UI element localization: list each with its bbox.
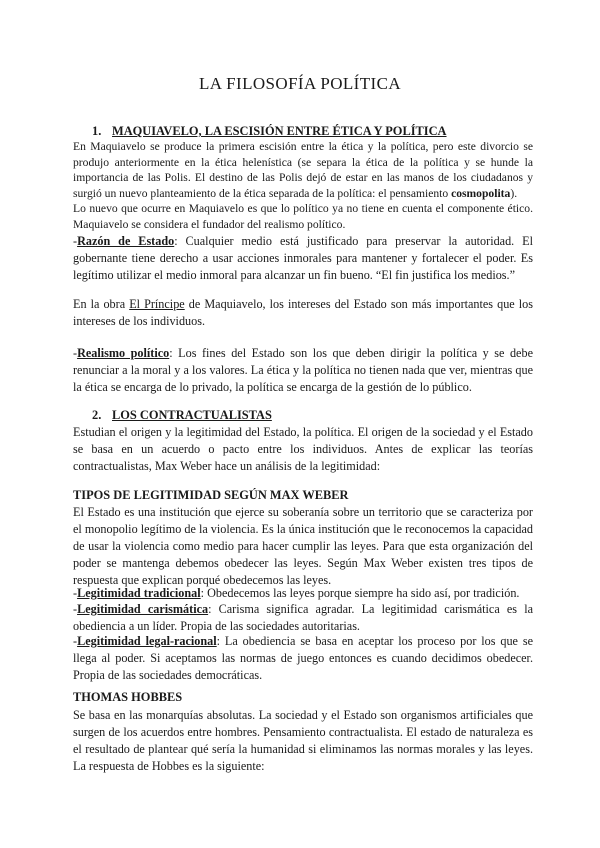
legitimidad-legal-racional-text: : La obediencia se basa en aceptar los proceso por los que se llega al poder. Si aceptamos las normas de juego entonces es cuando decidimos obedecer. Propia de las sociedades democráticas. (73, 634, 533, 682)
section-1-nuevo: Lo nuevo que ocurre en Maquiavelo es que lo político ya no tiene en cuenta el componente ético. Maquiavelo se considera el fundador del realismo político. (73, 202, 533, 231)
el-principe-title: El Príncipe (129, 297, 185, 311)
section-2-heading (92, 408, 272, 423)
legitimidad-tradicional-label: Legitimidad tradicional (77, 586, 201, 600)
legitimidad-tradicional-text: : Obedecemos las leyes porque siempre ha sido así, por tradición. (200, 586, 520, 600)
legitimidad-legal-racional: -Legitimidad legal-racional: La obediencia se basa en aceptar los proceso por los que se llega al poder. Si aceptamos las normas de juego entonces es cuando decidimos obedecer. Propia de las sociedades democráticas. (73, 634, 533, 682)
page-title: LA FILOSOFÍA POLÍTICA (198, 74, 402, 93)
legitimidad-carismatica-label: Legitimidad carismática (77, 602, 209, 616)
principe-text-start: En la obra (73, 297, 130, 311)
razon-de-estado-label: Razón de Estado (77, 234, 175, 248)
legitimidad-legal-racional-label: Legitimidad legal-racional (77, 634, 217, 648)
section-1-title: MAQUIAVELO, LA ESCISIÓN ENTRE ÉTICA Y POLÍTICA (112, 124, 447, 138)
section-2-title: LOS CONTRACTUALISTAS (112, 408, 272, 422)
section-2-number: 2. (92, 408, 102, 422)
weber-intro: El Estado es una institución que ejerce su soberanía sobre un territorio que se caracteriza por el monopolio legítimo de la violencia. Es la única institución que le reconocemos la capacidad de usar la violencia como medio para hacer cumplir las leyes. Para que esta organización del poder se mantenga debemos obedecer las leyes. Según Max Weber existen tres tipos de respuesta que explican porqué obedecemos las leyes. (73, 505, 533, 587)
principe-paragraph (73, 296, 533, 330)
section-1-heading (92, 124, 447, 139)
realismo-politico-label: Realismo político (77, 346, 170, 360)
razon-de-estado-text: : Cualquier medio está justificado para preservar la autoridad. El gobernante tiene derecho a usar acciones inmorales para mantener y fortalecer el poder. Es legítimo utilizar el medio inmoral para alcanzar un fin bueno. “El fin justifica los medios.” (73, 234, 533, 282)
cosmopolita-term: cosmopolita (451, 186, 511, 200)
hobbes-paragraph: Se basa en las monarquías absolutas. La sociedad y el Estado son organismos artificiales que surgen de los acuerdos entre hombres. Pensamiento contractualista. El estado de naturaleza es el resultado de plantear qué sería la humanidad si eliminamos las normas morales y las leyes. La respuesta de Hobbes es la siguiente: (73, 708, 533, 773)
realismo-politico-text: : Los fines del Estado son los que deben dirigir la política y se debe renunciar a la moral y a los valores. La ética y la política no tienen nada que ver, mientras que la ética se encarga de lo privado, la política se encarga de la gestión de lo público. (73, 346, 533, 394)
legitimidad-carismatica-text: : Carisma significa agradar. La legitimidad carismática es la obediencia a un líder. Propia de las sociedades autoritarias. (73, 602, 533, 633)
legitimidad-carismatica: -Legitimidad carismática: Carisma significa agradar. La legitimidad carismática es la obediencia a un líder. Propia de las sociedades autoritarias. (73, 602, 533, 633)
razon-de-estado-paragraph: -Razón de Estado: Cualquier medio está justificado para preservar la autoridad. El gobernante tiene derecho a usar acciones inmorales para mantener y fortalecer el poder. Es legítimo utilizar el medio inmoral para alcanzar un fin bueno. “El fin justifica los medios.” (73, 234, 533, 282)
hobbes-heading: THOMAS HOBBES (73, 690, 183, 704)
principe-text-end: de Maquiavelo, los intereses del Estado son más importantes que los intereses de los individuos. (73, 297, 533, 328)
weber-heading: TIPOS DE LEGITIMIDAD SEGÚN MAX WEBER (73, 488, 349, 502)
section-2-intro: Estudian el origen y la legitimidad del Estado, la política. El origen de la sociedad y el Estado se basa en un acuerdo o pacto entre los individuos. Antes de explicar las teorías contractualistas, Max Weber hace un análisis de la legitimidad: (73, 425, 533, 473)
section-1-intro (73, 139, 533, 201)
realismo-politico-paragraph: -Realismo político: Los fines del Estado son los que deben dirigir la política y se debe renunciar a la moral y a los valores. La ética y la política no tienen nada que ver, mientras que la ética se encarga de lo privado, la política se encarga de la gestión de lo público. (73, 346, 533, 394)
section-1-number: 1. (92, 124, 102, 138)
section-1-intro-end: ). (510, 186, 518, 200)
section-1-intro-text: En Maquiavelo se produce la primera escisión entre la ética y la política, pero este divorcio se produjo anteriormente en la ética helenística (se separa la ética de la política y se hunde la importancia de las Polis. El destino de las Polis dejó de estar en las manos de los ciudadanos y surgió un nuevo planteamiento de la ética separada de la política: el pensamiento (73, 140, 533, 200)
legitimidad-tradicional: -Legitimidad tradicional: Obedecemos las leyes porque siempre ha sido así, por tradición. (73, 586, 520, 600)
